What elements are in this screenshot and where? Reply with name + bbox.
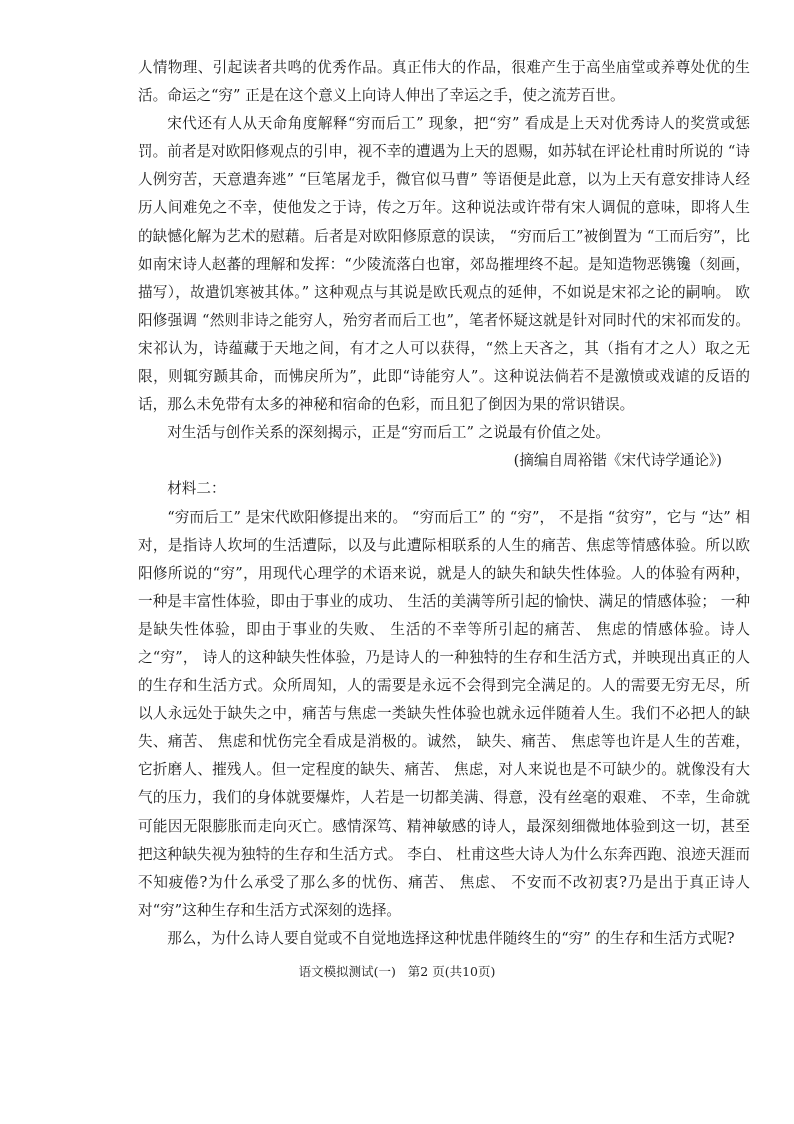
material1-source: (摘编自周裕锴《宋代诗学通论》): [513, 452, 722, 470]
material2-label: 材料二：: [167, 480, 226, 498]
material2-question: 那么，为什么诗人要自觉或不自觉地选择这种忧患伴随终生的“穷” 的生存和生活方式呢?: [167, 929, 735, 947]
page-content: [138, 54, 750, 953]
material1-conclusion: 对生活与创作关系的深刻揭示，正是“穷而后工” 之说最有价值之处。: [167, 424, 610, 442]
material1-song-paragraph: 宋代还有人从天命角度解释“穷而后工” 现象，把“穷” 看成是上天对优秀诗人的奖赏或惩罚。前者是对欧阳修观点的引申，视不幸的遭遇为上天的恩赐，如苏轼在评论杜甫时所说的 “诗人例穷苦，天意遣奔逃” “巨笔屠龙手，微官似马曹” 等语便是此意，以为上天有意安排诗人经历人间难免之不幸，使他发之于诗，传之万年。这种说法或许带有宋人调侃的意味，即将人生的缺憾化解为艺术的慰藉。后者是对欧阳修原意的误读， “穷而后工”被倒置为 “工而后穷”，比如南宋诗人赵蕃的理解和发挥：“少陵流落白也窜，郊岛摧埋终不起。是知造物恶镌镵（刻画，描写），故遣饥寒被其体。” 这种观点与其说是欧氏观点的延伸，不如说是宋祁之论的嗣响。 欧阳修强调 “然则非诗之能穷人，殆穷者而后工也”，笔者怀疑这就是针对同时代的宋祁而发的。宋祁认为，诗蕴藏于天地之间，有才之人可以获得，“然上天吝之，其（指有才之人）取之无限，则辄穷踬其命，而怫戾所为”，此即“诗能穷人”。这种说法倘若不是激愤或戏谑的反语的话，那么未免带有太多的神秘和宿命的色彩，而且犯了倒因为果的常识错误。: [138, 115, 750, 414]
material2-body: “穷而后工” 是宋代欧阳修提出来的。 “穷而后工” 的 “穷”， 不是指 “贫穷”，它与 “达” 相对，是指诗人坎坷的生活遭际，以及与此遭际相联系的人生的痛苦、焦虑等情感体验。所以欧阳修所说的“穷”，用现代心理学的术语来说，就是人的缺失和缺失性体验。人的体验有两种， 一种是丰富性体验，即由于事业的成功、 生活的美满等所引起的愉快、满足的情感体验； 一种是缺失性体验，即由于事业的失败、 生活的不幸等所引起的痛苦、 焦虑的情感体验。诗人之“穷”， 诗人的这种缺失性体验，乃是诗人的一种独特的生存和生活方式，并映现出真正的人的生存和生活方式。众所周知，人的需要是永远不会得到完全满足的。人的需要无穷无尽，所以人永远处于缺失之中，痛苦与焦虑一类缺失性体验也就永远伴随着人生。我们不必把人的缺失、痛苦、 焦虑和忧伤完全看成是消极的。诚然， 缺失、痛苦、 焦虑等也许是人生的苦难，它折磨人、摧残人。但一定程度的缺失、痛苦、 焦虑，对人来说也是不可缺少的。就像没有大气的压力，我们的身体就要爆炸，人若是一切都美满、得意，没有丝毫的艰难、 不幸，生命就可能因无限膨胀而走向灭亡。感情深笃、精神敏感的诗人，最深刻细微地体验到这一切，甚至把这种缺失视为独特的生存和生活方式。 李白、 杜甫这些大诗人为什么东奔西跑、浪迹天涯而不知疲倦?为什么承受了那么多的忧伤、痛苦、 焦虑、 不安而不改初衷?乃是出于真正诗人对“穷”这种生存和生活方式深刻的选择。: [138, 508, 750, 919]
footer-page-number: 第2 页(共10页): [407, 964, 496, 979]
footer-exam-title: 语文模拟测试(一): [298, 964, 396, 979]
page-footer: [0, 962, 794, 980]
material1-continuation: 人情物理、引起读者共鸣的优秀作品。真正伟大的作品，很难产生于高坐庙堂或养尊处优的生活。命运之“穷” 正是在这个意义上向诗人伸出了幸运之手，使之流芳百世。: [138, 59, 750, 105]
